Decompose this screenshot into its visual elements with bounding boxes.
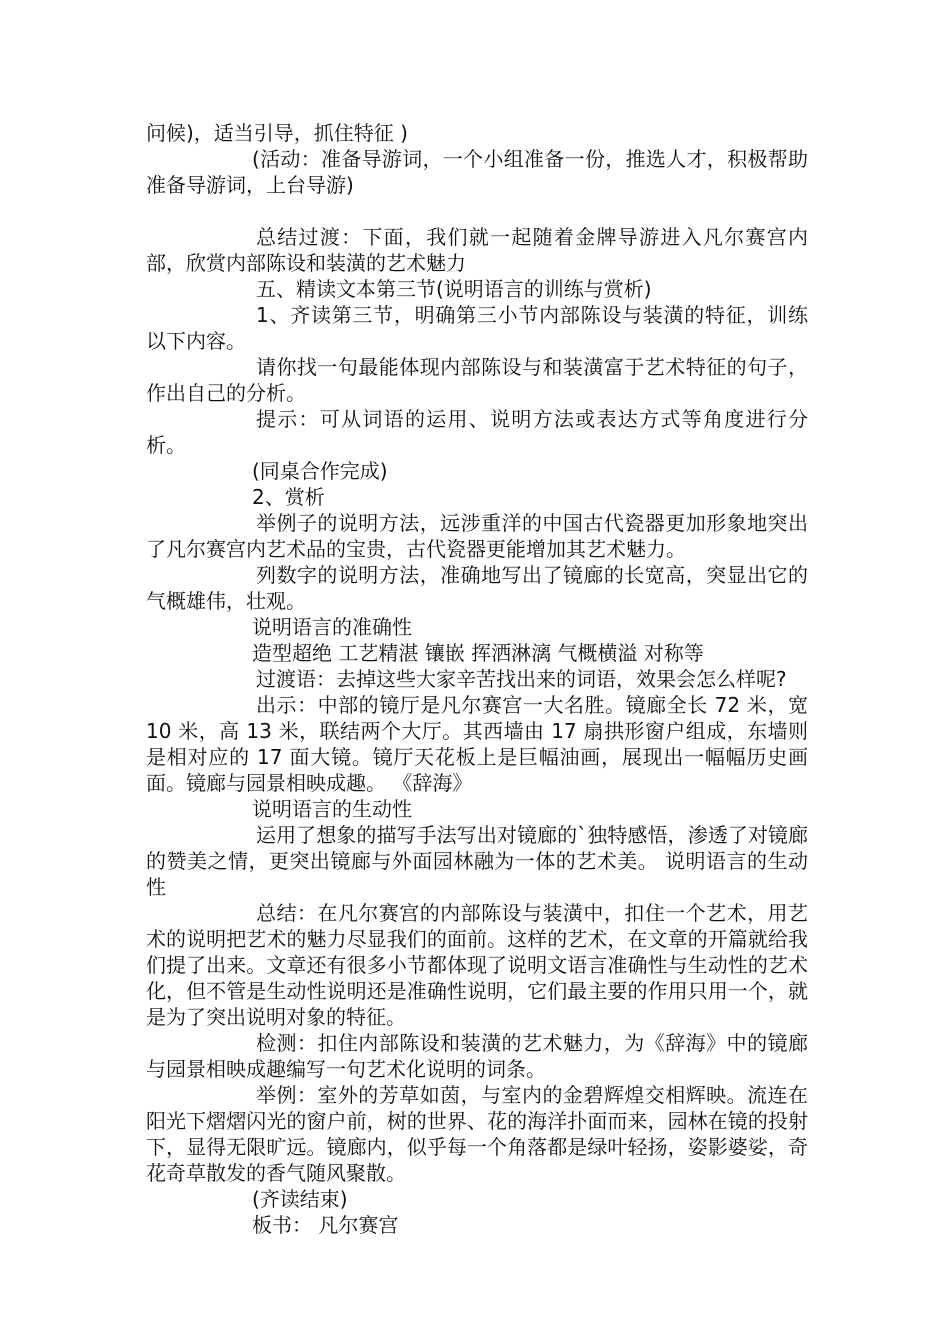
paragraph: 说明语言的准确性 xyxy=(252,615,412,639)
paragraph: 提示：可从词语的运用、说明方法或表达方式等角度进行分析。 xyxy=(146,407,808,457)
paragraph: 造型超绝 工艺精湛 镶嵌 挥洒淋漓 气概横溢 对称等 xyxy=(252,641,704,665)
paragraph: 举例子的说明方法，远涉重洋的中国古代瓷器更加形象地突出了凡尔赛宫内艺术品的宝贵，古代瓷器更能增加其艺术魅力。 xyxy=(146,511,808,561)
paragraph: 运用了想象的描写手法写出对镜廊的`独特感悟，渗透了对镜廊的赞美之情，更突出镜廊与外面园林融为一体的艺术美。 说明语言的生动性 xyxy=(146,823,808,899)
paragraph: 过渡语：去掉这些大家辛苦找出来的词语，效果会怎么样呢? xyxy=(256,667,787,691)
paragraph: 出示：中部的镜厅是凡尔赛宫一大名胜。镜廊全长 72 米，宽 10 米，高 13 米，联结两个大厅。其西墙由 17 扇拱形窗户组成，东墙则是相对应的 17 面大镜。镜厅天花板上是巨幅油画，展现出一幅幅历史画面。镜廊与园景相映成趣。 《辞海》 xyxy=(146,693,808,795)
paragraph: 1、齐读第三节，明确第三小节内部陈设与装潢的特征，训练以下内容。 xyxy=(146,303,808,353)
paragraph: (齐读结束) xyxy=(252,1187,348,1211)
paragraph: 举例：室外的芳草如茵，与室内的金碧辉煌交相辉映。流连在阳光下熠熠闪光的窗户前，树的世界、花的海洋扑面而来，园林在镜的投射下，显得无限旷远。镜廊内，似乎每一个角落都是绿叶轻扬，姿影婆娑，奇花奇草散发的香气随风聚散。 xyxy=(146,1083,808,1185)
paragraph: (同桌合作完成) xyxy=(252,459,388,483)
section-heading: 五、精读文本第三节(说明语言的训练与赏析) xyxy=(256,277,652,301)
paragraph: (活动：准备导游词，一个小组准备一份，推选人才，积极帮助准备导游词，上台导游) xyxy=(146,147,808,197)
paragraph: 说明语言的生动性 xyxy=(252,797,412,821)
paragraph: 列数字的说明方法，准确地写出了镜廊的长宽高，突显出它的气概雄伟，壮观。 xyxy=(146,563,808,613)
paragraph: 总结过渡：下面，我们就一起随着金牌导游进入凡尔赛宫内部，欣赏内部陈设和装潢的艺术魅力 xyxy=(146,225,808,275)
paragraph: 问候)，适当引导，抓住特征 ) xyxy=(146,121,408,145)
paragraph: 2、赏析 xyxy=(252,485,325,509)
paragraph: 检测：扣住内部陈设和装潢的艺术魅力，为《辞海》中的镜廊与园景相映成趣编写一句艺术化说明的词条。 xyxy=(146,1031,808,1081)
paragraph: 请你找一句最能体现内部陈设与和装潢富于艺术特征的句子，作出自己的分析。 xyxy=(146,355,808,405)
blank-line xyxy=(146,198,808,224)
paragraph: 总结：在凡尔赛宫的内部陈设与装潢中，扣住一个艺术，用艺术的说明把艺术的魅力尽显我们的面前。这样的艺术，在文章的开篇就给我们提了出来。文章还有很多小节都体现了说明文语言准确性与生动性的艺术化，但不管是生动性说明还是准确性说明，它们最主要的作用只用一个，就是为了突出说明对象的特征。 xyxy=(146,901,808,1029)
document-body xyxy=(146,120,808,1238)
paragraph: 板书： 凡尔赛宫 xyxy=(252,1213,399,1237)
